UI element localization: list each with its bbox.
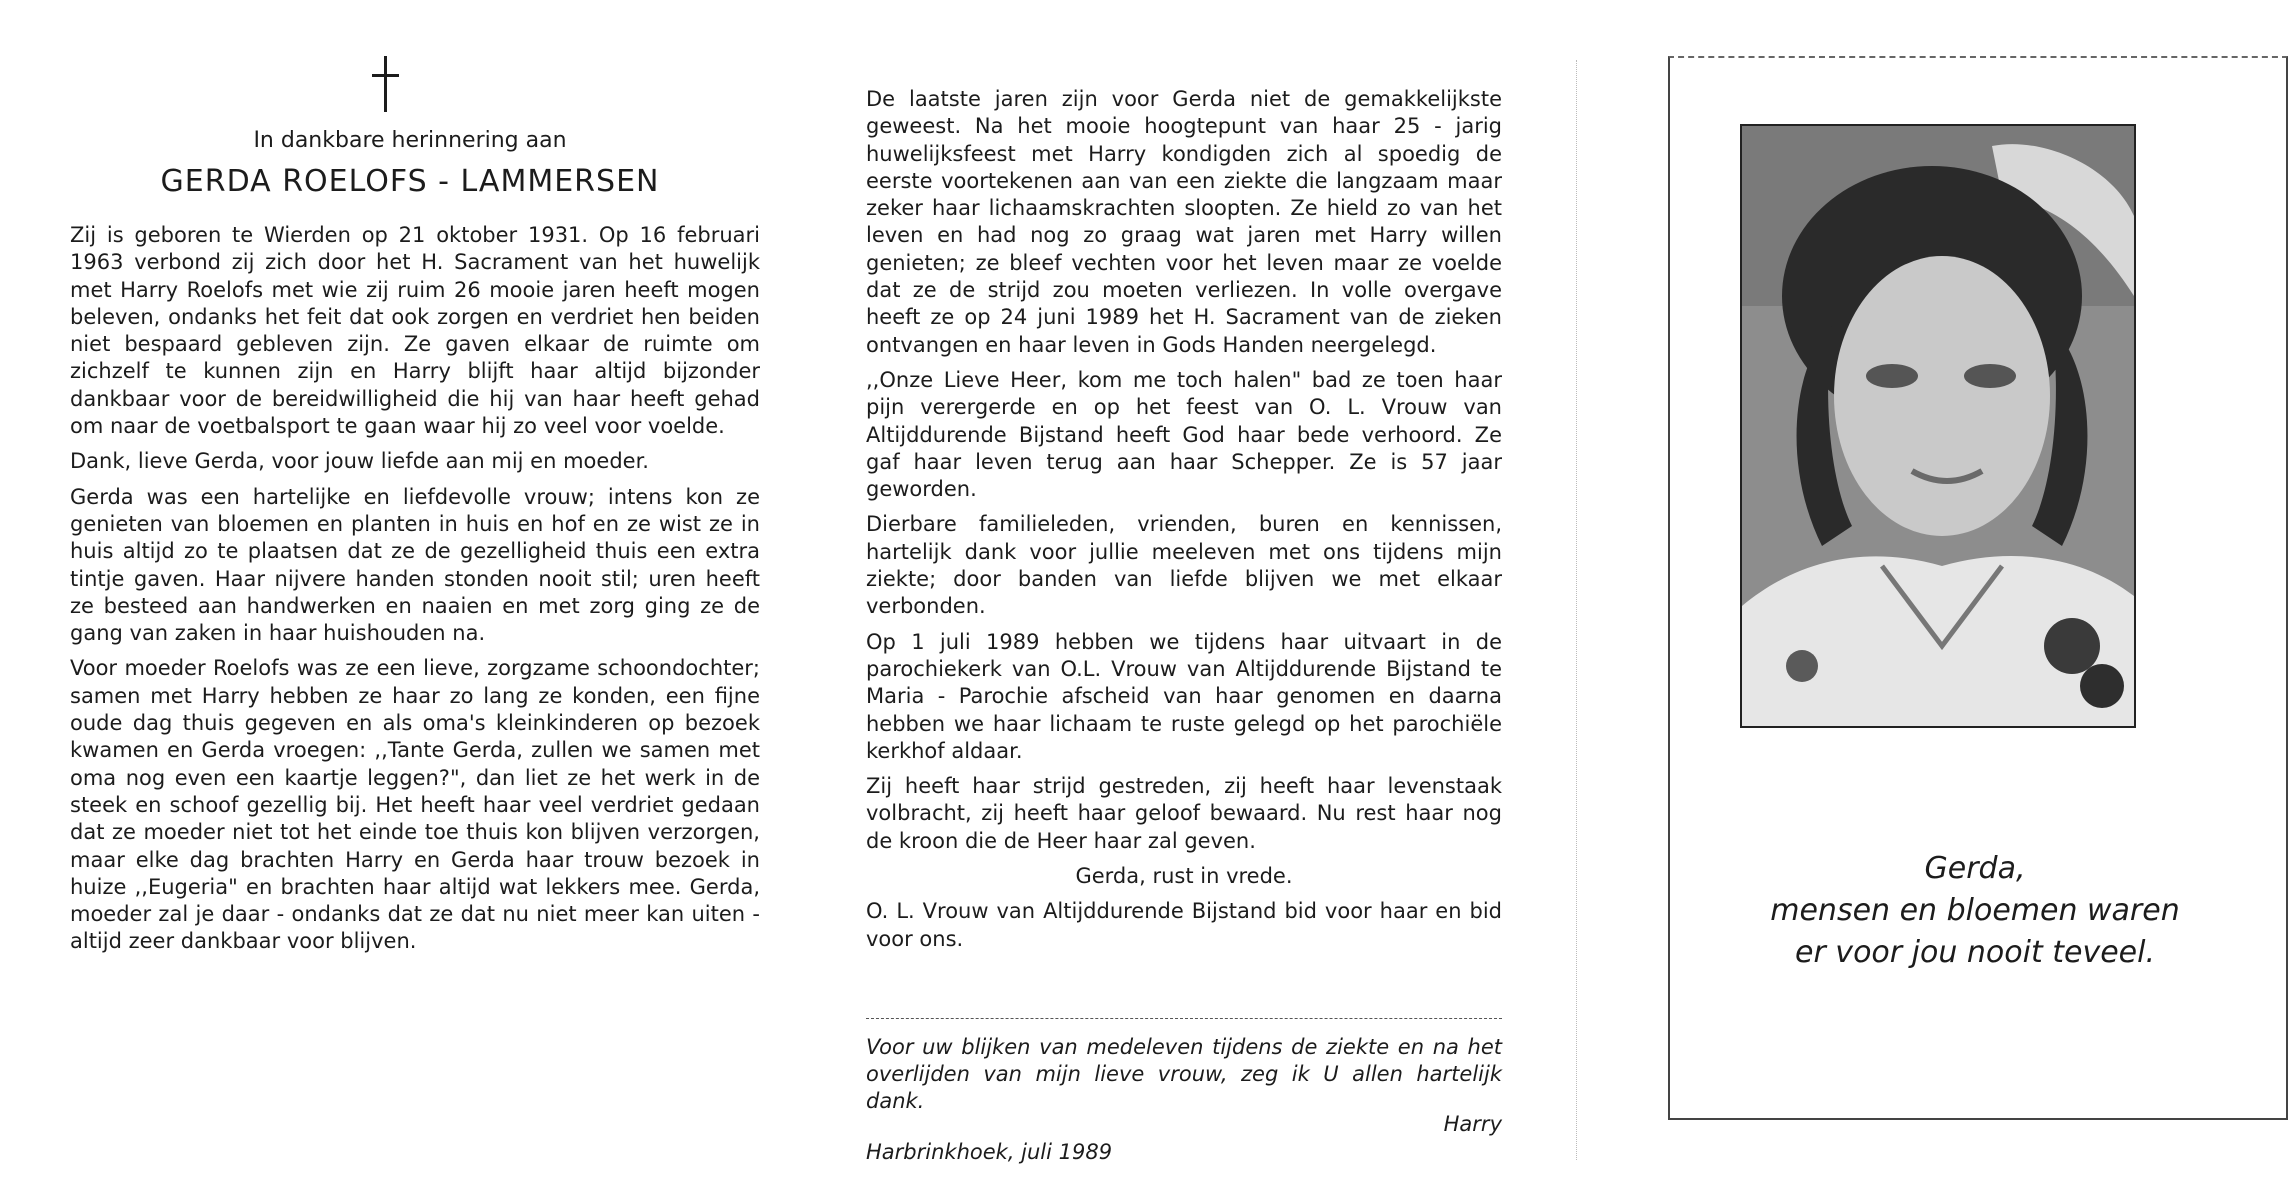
paragraph: Zij is geboren te Wierden op 21 oktober 1931. Op 16 februari 1963 verbond zij zich door het H. Sacrament van het huwelijk met Harry Roelofs met wie zij ruim 26 mooie jaren heeft mogen beleven, ondanks het feit dat ook zorgen en verdriet hen beiden niet bespaard gebleven zijn. Ze gaven elkaar de ruimte om zichzelf te kunnen zijn en Harry blijft haar altijd bijzonder dankbaar voor de bereidwilligheid die hij van haar heeft gehad om naar de voetbalsport te gaan waar hij zo veel voor voelde. [70,223,760,439]
middle-body [866,86,1502,961]
rest-in-peace: Gerda, rust in vrede. [1075,864,1293,889]
paragraph: Dank, lieve Gerda, voor jouw liefde aan mij en moeder. [70,449,649,474]
paragraph: De laatste jaren zijn voor Gerda niet de gemakkelijkste geweest. Na het mooie hoogtepunt van haar 25 - jarig huwelijksfeest met Harry kondigden zich al spoedig de eerste voortekenen aan van een ziekte die langzaam maar zeker haar lichaamskrachten sloopten. Ze hield zo van het leven en had nog zo graag wat jaren met Harry willen genieten; ze bleef vechten voor het leven maar ze voelde dat ze de strijd zou moeten verliezen. In volle overgave heeft ze op 24 juni 1989 het H. Sacrament van de zieken ontvangen en haar leven in Gods Handen neergelegd. [866,87,1502,357]
separator [866,1018,1502,1019]
prayer-line: O. L. Vrouw van Altijddurende Bijstand bid voor haar en bid voor ons. [866,899,1502,951]
middle-page [850,0,1520,1200]
paragraph: Gerda was een hartelijke en liefdevolle vrouw; intens kon ze genieten van bloemen en planten in huis en hof en ze wist ze in huis altijd zo te plaatsen dat ze de gezelligheid thuis een extra tintje gaven. Haar nijvere handen stonden nooit stil; uren heeft ze besteed aan handwerken en naaien en met zorg ging ze de gang van zaken in haar huishouden na. [70,484,760,646]
fold-line [1576,60,1577,1160]
place-date: Harbrinkhoek, juli 1989 [866,1140,1113,1164]
left-body [70,222,760,964]
intro-line: In dankbare herinnering aan [253,128,567,153]
cross-icon [356,56,416,116]
left-page [60,0,790,1200]
thanks-note: Voor uw blijken van medeleven tijdens de ziekte en na het overlijden van mijn lieve vrouw, zeg ik U allen hartelijk dank. [866,1035,1502,1113]
paragraph: Zij heeft haar strijd gestreden, zij heeft haar levenstaak volbracht, zij heeft haar geloof bewaard. Nu rest haar nog de kroon die de Heer haar zal geven. [866,774,1502,853]
paragraph: Dierbare familieleden, vrienden, buren en kennissen, hartelijk dank voor jullie meeleven met ons tijdens mijn ziekte; door banden van liefde blijven we met elkaar verbonden. [866,512,1502,619]
memorial-verse [1690,848,2260,974]
right-page [1660,0,2296,1200]
paragraph: Op 1 juli 1989 hebben we tijdens haar uitvaart in de parochiekerk van O.L. Vrouw van Altijddurende Bijstand te Maria - Parochie afscheid van haar genomen en daarna hebben we haar lichaam te ruste gelegd op het parochiële kerkhof aldaar. [866,629,1502,763]
signer: Harry [1443,1112,1502,1136]
portrait-photo [1740,124,2136,728]
verse-line: mensen en bloemen waren [1770,893,2180,928]
verse-line: Gerda, [1924,851,2026,886]
paragraph: Voor moeder Roelofs was ze een lieve, zorgzame schoondochter; samen met Harry hebben ze haar zo lang ze konden, een fijne oude dag thuis gegeven en als oma's kleinkinderen op bezoek kwamen en Gerda vroegen: ,,Tante Gerda, zullen we samen met oma nog even een kaartje leggen?", dan liet ze het werk in de steek en schoof gezellig bij. Het heeft haar veel verdriet gedaan dat ze moeder niet tot het einde toe thuis kon blijven verzorgen, maar elke dag brachten Harry en Gerda haar trouw bezoek in huize ,,Eugeria" en brachten haar altijd wat lekkers mee. Gerda, moeder zal je daar - ondanks dat ze dat nu niet meer kan uiten - altijd zeer dankbaar voor blijven. [70,656,760,954]
paragraph: ,,Onze Lieve Heer, kom me toch halen" bad ze toen haar pijn verergerde en op het feest van O. L. Vrouw van Altijddurende Bijstand heeft God haar bede verhoord. Ze gaf haar leven terug aan haar Schepper. Ze is 57 jaar geworden. [866,367,1502,502]
deceased-name: GERDA ROELOFS - LAMMERSEN [160,164,660,199]
verse-line: er voor jou nooit teveel. [1794,935,2155,970]
